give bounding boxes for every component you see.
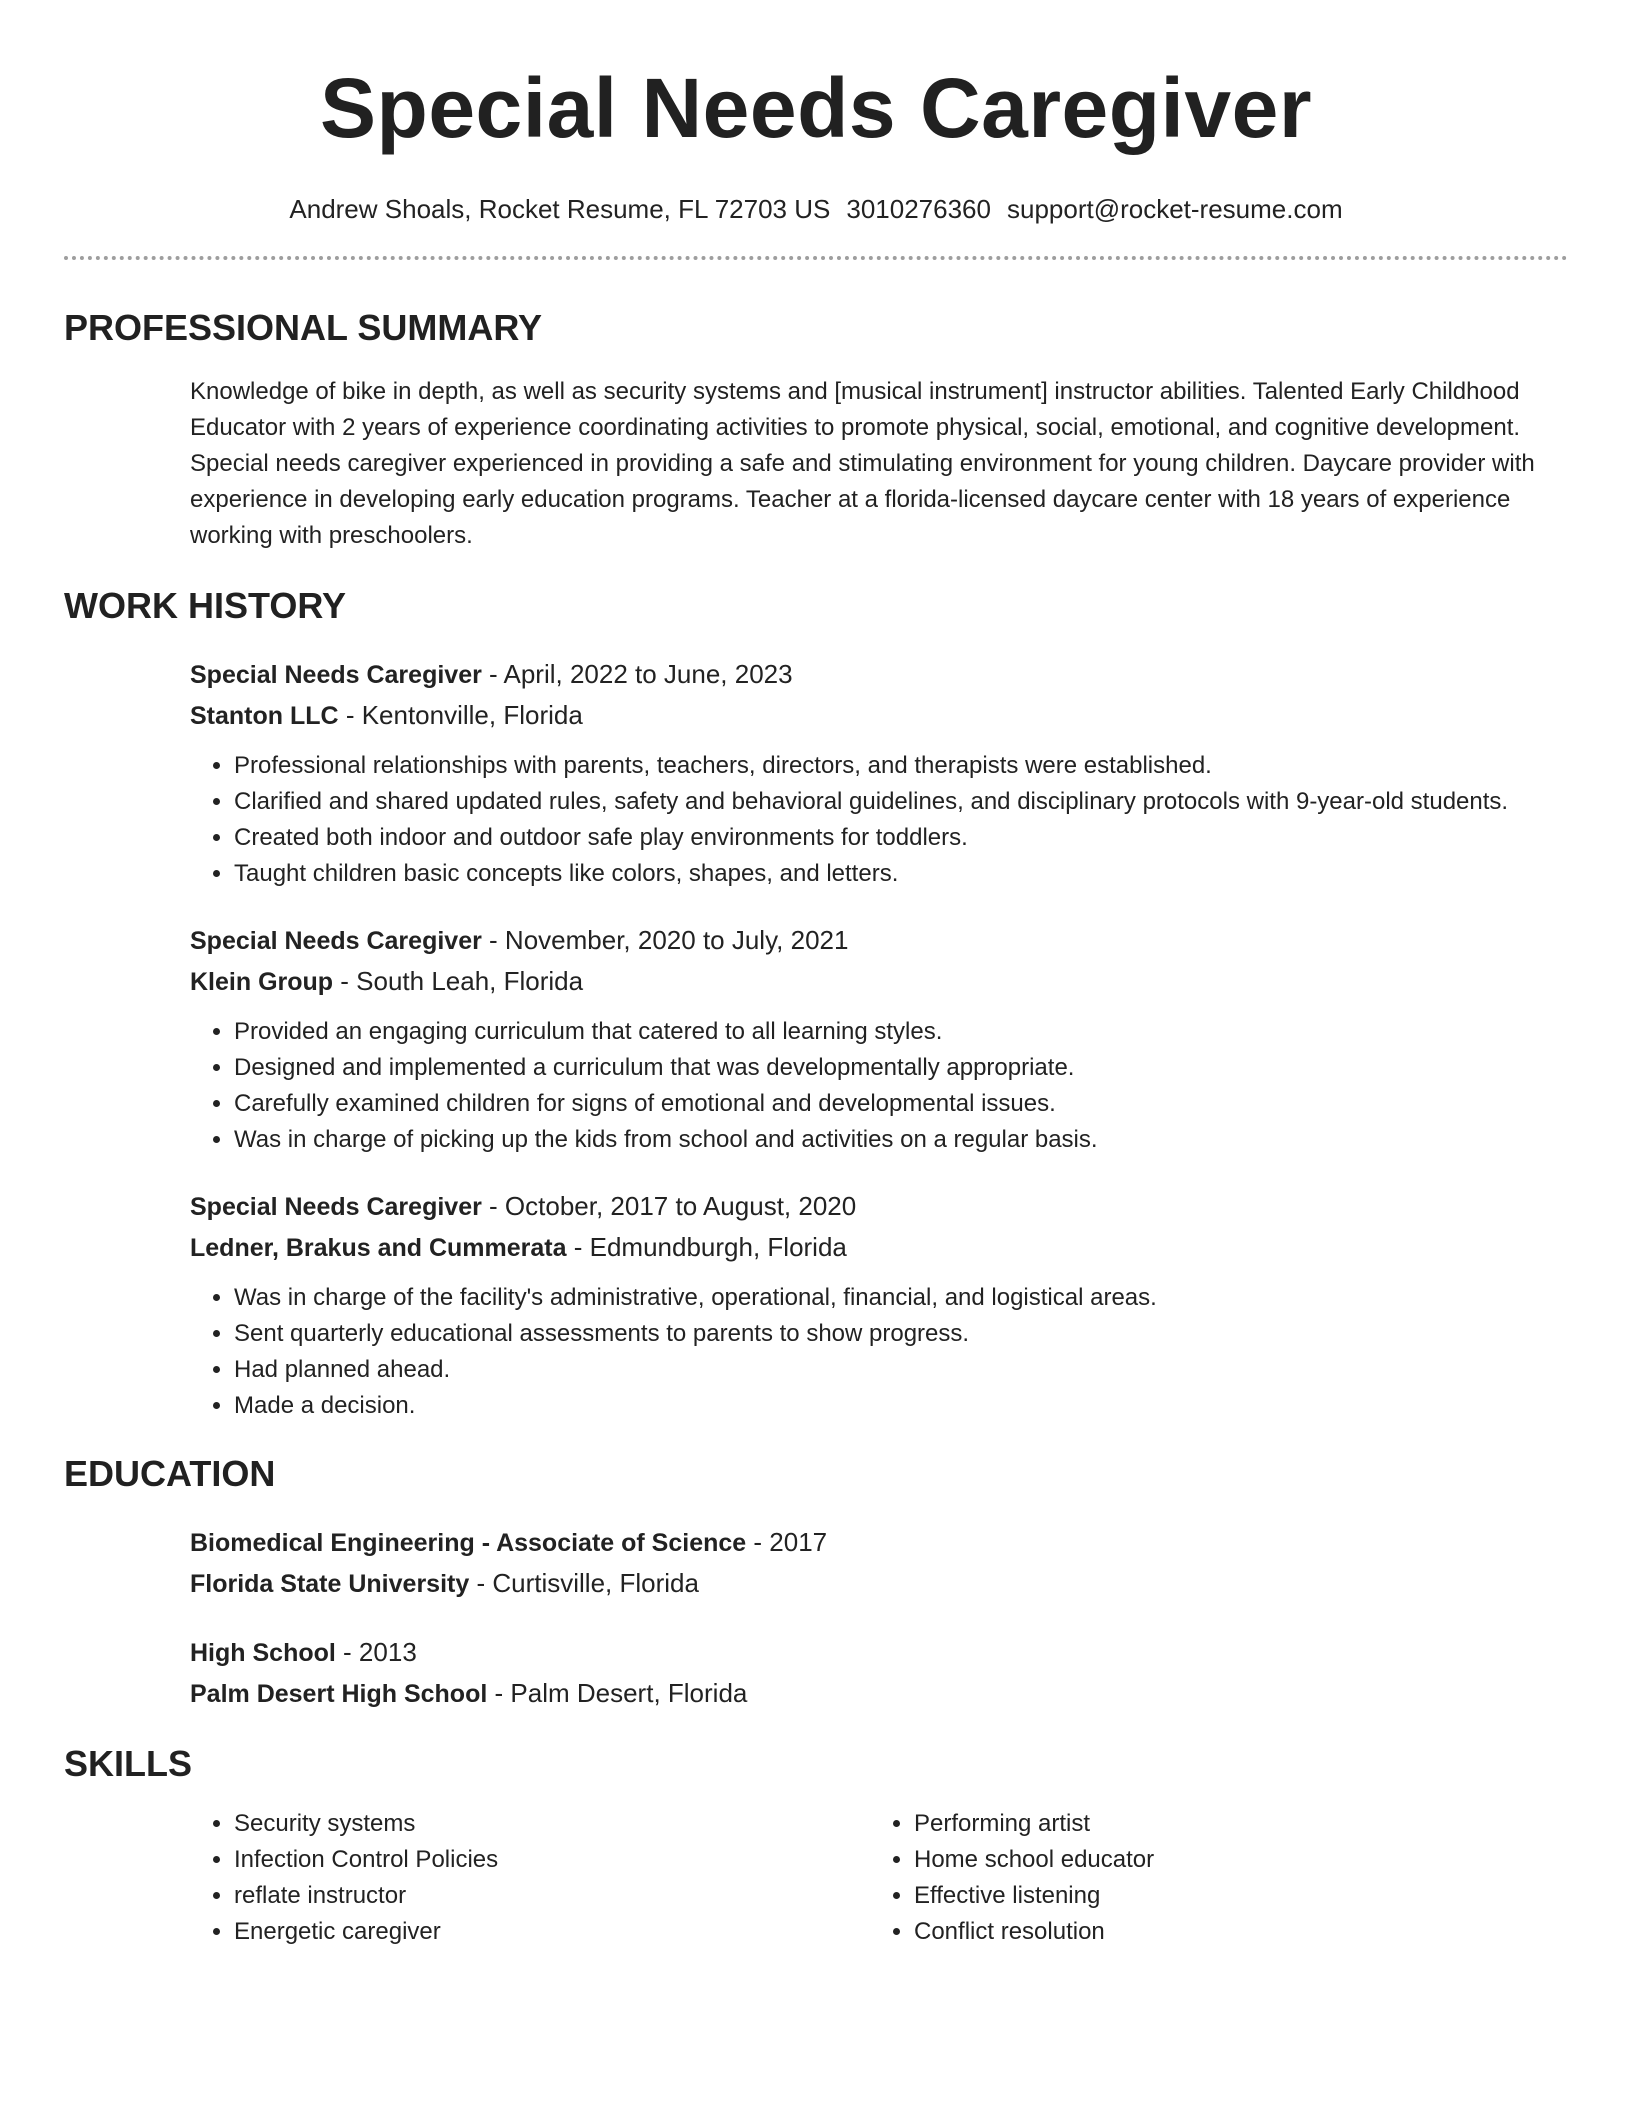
contact-email: support@rocket-resume.com: [1006, 194, 1343, 224]
skills-grid: [190, 1806, 1568, 1950]
degree-name: Biomedical Engineering - Associate of Science: [190, 1529, 747, 1557]
skill-item: • Home school educator: [914, 1842, 1550, 1878]
degree-year: - 2017: [746, 1527, 828, 1557]
job-title-line: [190, 654, 1568, 695]
job-title: Special Needs Caregiver: [190, 927, 482, 955]
job-location: - Edmundburgh, Florida: [566, 1232, 847, 1262]
work-history-heading: WORK HISTORY: [64, 585, 347, 626]
header-divider: [64, 256, 1568, 260]
job-dates: - November, 2020 to July, 2021: [481, 925, 849, 955]
skill-item: • Security systems: [234, 1806, 870, 1842]
degree-line: [190, 1522, 1568, 1563]
job-entry: [190, 920, 1568, 1158]
job-dates: - October, 2017 to August, 2020: [481, 1191, 857, 1221]
skill-item: • Infection Control Policies: [234, 1842, 870, 1878]
skills-left-column: [190, 1806, 870, 1950]
job-bullet: • Clarified and shared updated rules, safety and behavioral guidelines, and disciplinary protocols with 9-year-old students.: [234, 784, 1568, 820]
job-company-line: [190, 695, 1568, 736]
job-bullet: • Sent quarterly educational assessments to parents to show progress.: [234, 1316, 1568, 1352]
job-bullet: • Made a decision.: [234, 1388, 1568, 1424]
job-bullet: • Was in charge of picking up the kids from school and activities on a regular basis.: [234, 1122, 1568, 1158]
education-entry: [190, 1632, 1568, 1714]
skills-heading: SKILLS: [64, 1743, 193, 1784]
resume-title: Special Needs Caregiver: [319, 61, 1313, 155]
job-bullet: • Provided an engaging curriculum that catered to all learning styles.: [234, 1014, 1568, 1050]
job-bullet: • Carefully examined children for signs of emotional and developmental issues.: [234, 1086, 1568, 1122]
summary-section: [64, 374, 1568, 554]
skills-right-column: [870, 1806, 1550, 1950]
skills-section: [64, 1806, 1568, 1950]
school-line: [190, 1563, 1568, 1604]
school-name: Palm Desert High School: [190, 1680, 488, 1708]
job-company-line: [190, 961, 1568, 1002]
degree-name: High School: [190, 1639, 336, 1667]
job-entry: [190, 1186, 1568, 1424]
job-company: Klein Group: [190, 968, 334, 996]
education-heading: EDUCATION: [64, 1453, 276, 1494]
school-location: - Palm Desert, Florida: [487, 1678, 748, 1708]
job-dates: - April, 2022 to June, 2023: [481, 659, 793, 689]
job-location: - Kentonville, Florida: [338, 700, 583, 730]
summary-heading: PROFESSIONAL SUMMARY: [64, 307, 543, 348]
degree-line: [190, 1632, 1568, 1673]
job-company: Stanton LLC: [190, 702, 339, 730]
school-name: Florida State University: [190, 1570, 470, 1598]
school-location: - Curtisville, Florida: [469, 1568, 699, 1598]
job-title-line: [190, 1186, 1568, 1227]
education-entry: [190, 1522, 1568, 1604]
job-bullet: • Created both indoor and outdoor safe play environments for toddlers.: [234, 820, 1568, 856]
skill-item: • Performing artist: [914, 1806, 1550, 1842]
job-bullet: • Had planned ahead.: [234, 1352, 1568, 1388]
contact-phone: 3010276360: [846, 194, 991, 224]
job-bullet: • Taught children basic concepts like colors, shapes, and letters.: [234, 856, 1568, 892]
job-bullets: [190, 1014, 1568, 1158]
job-entry: [190, 654, 1568, 892]
job-bullets: [190, 748, 1568, 892]
job-location: - South Leah, Florida: [333, 966, 584, 996]
degree-year: - 2013: [335, 1637, 417, 1667]
contact-address: Andrew Shoals, Rocket Resume, FL 72703 US: [289, 194, 831, 224]
education-section: [64, 1522, 1568, 1714]
job-bullet: • Designed and implemented a curriculum that was developmentally appropriate.: [234, 1050, 1568, 1086]
contact-line: [64, 192, 1568, 226]
school-line: [190, 1673, 1568, 1714]
summary-text: Knowledge of bike in depth, as well as security systems and [musical instrument] instructor abilities. Talented Early Childhood Educator with 2 years of experience coordinating activities to promote physical, social, emotional, and cognitive development. Special needs caregiver experienced in providing a safe and stimulating environment for young children. Daycare provider with experience in developing early education programs. Teacher at a florida-licensed daycare center with 18 years of experience working with preschoolers.: [190, 378, 1535, 549]
job-title: Special Needs Caregiver: [190, 661, 482, 689]
job-title-line: [190, 920, 1568, 961]
skill-item: • Effective listening: [914, 1878, 1550, 1914]
work-history-section: [64, 654, 1568, 1424]
job-bullets: [190, 1280, 1568, 1424]
job-title: Special Needs Caregiver: [190, 1193, 482, 1221]
skill-item: • Conflict resolution: [914, 1914, 1550, 1950]
skill-item: • reflate instructor: [234, 1878, 870, 1914]
job-company-line: [190, 1227, 1568, 1268]
skill-item: • Energetic caregiver: [234, 1914, 870, 1950]
job-bullet: • Professional relationships with parents, teachers, directors, and therapists were established.: [234, 748, 1568, 784]
job-bullet: • Was in charge of the facility's administrative, operational, financial, and logistical areas.: [234, 1280, 1568, 1316]
job-company: Ledner, Brakus and Cummerata: [190, 1234, 567, 1262]
